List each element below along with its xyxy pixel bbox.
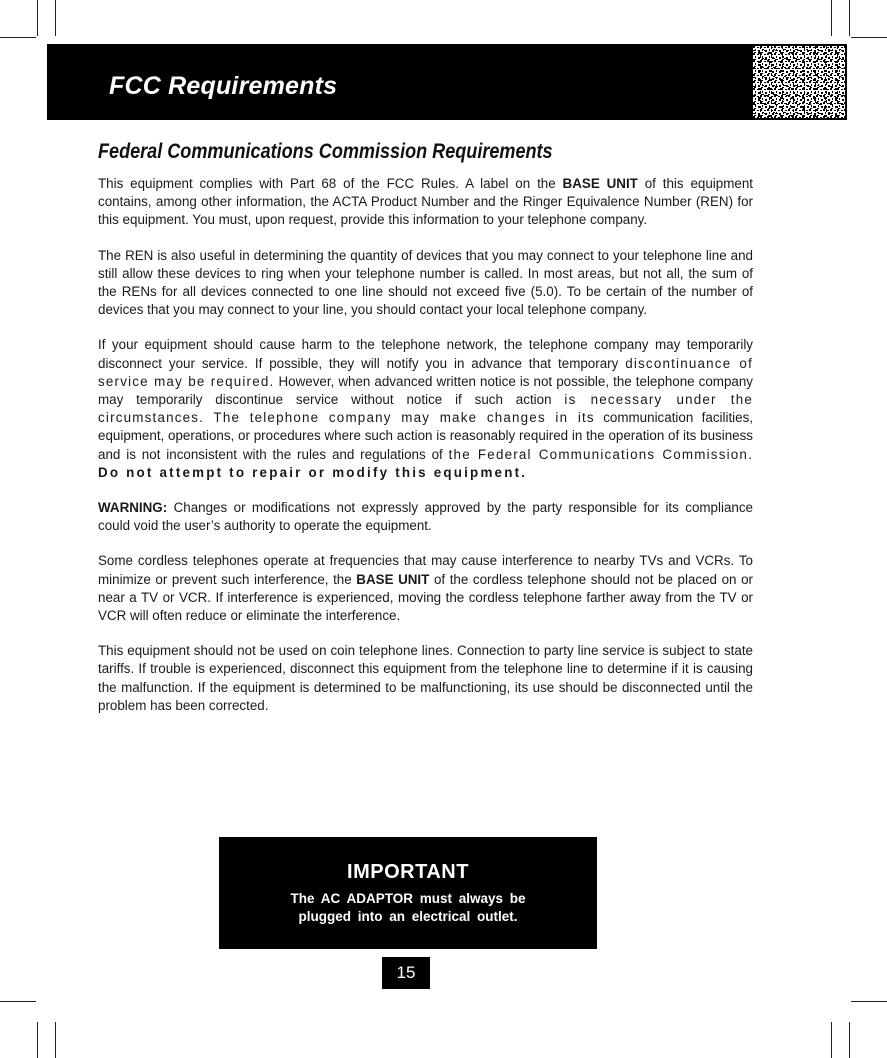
crop-mark xyxy=(849,0,850,36)
crop-mark xyxy=(0,37,36,38)
crop-mark xyxy=(831,0,832,36)
crop-mark xyxy=(831,1022,832,1058)
page-title: FCC Requirements xyxy=(109,72,338,100)
halftone-pattern xyxy=(753,46,845,118)
important-text: The AC ADAPTOR must always be plugged into an electrical outlet. xyxy=(290,891,526,924)
crop-mark xyxy=(55,0,56,36)
body-text xyxy=(98,175,753,732)
important-title: IMPORTANT xyxy=(347,861,469,883)
paragraph-coin-lines: This equipment should not be used on coin telephone lines. Connection to party line service is subject to state tariffs. If trouble is experienced, disconnect this equipment from the telephone line to determine if it is causing the malfunction. If the equipment is determined to be malfunctioning, its use should be disconnected until the problem has been corrected. xyxy=(98,643,753,713)
paragraph-label-info: This equipment complies with Part 68 of the FCC Rules. A label on the BASE UNIT of this equipment contains, among other information, the ACTA Product Number and the Ringer Equivalence Number (REN) for this equipment. You must, upon request, provide this information to your telephone company. xyxy=(98,176,753,228)
paragraph-network-harm: If your equipment should cause harm to the telephone network, the telephone company may temporarily disconnect your service. If possible, they will notify you in advance that temporary discontinuance of service may be required. However, when advanced written notice is not possible, the telephone company may temporarily discontinue service without notice if such action is necessary under the circumstances. The telephone company may make changes in its communication facilities, equipment, operations, or procedures where such action is reasonably required in the operation of its business and is not inconsistent with the rules and regulations of the Federal Communications Commission. Do not attempt to repair or modify this equipment. xyxy=(98,337,754,480)
crop-mark xyxy=(849,1022,850,1058)
paragraph-ren: The REN is also useful in determining the quantity of devices that you may connect to your telephone line and still allow these devices to ring when your telephone number is called. In most areas, but not all, the sum of the RENs for all devices connected to one line should not exceed five (5.0). To be certain of the number of devices that you may connect to your line, you should contact your local telephone company. xyxy=(98,247,753,318)
crop-mark xyxy=(55,1022,56,1058)
crop-mark xyxy=(851,1001,887,1002)
header-banner xyxy=(47,44,847,120)
page-number: 15 xyxy=(382,957,430,989)
paragraph-interference: Some cordless telephones operate at frequencies that may cause interference to nearby TVs and VCRs. To minimize or prevent such interference, the BASE UNIT of the cordless telephone should not be placed on or near a TV or VCR. If interference is experienced, moving the cordless telephone farther away from the TV or VCR will often reduce or eliminate the interference. xyxy=(98,553,753,624)
section-title: Federal Communications Commission Requirements xyxy=(98,140,553,163)
crop-mark xyxy=(37,1022,38,1058)
crop-mark xyxy=(0,1001,36,1002)
crop-mark xyxy=(851,37,887,38)
paragraph-warning: WARNING: Changes or modifications not expressly approved by the party responsible for its compliance could void the user’s authority to operate the equipment. xyxy=(98,500,753,534)
important-notice xyxy=(219,837,597,949)
crop-mark xyxy=(37,0,38,36)
